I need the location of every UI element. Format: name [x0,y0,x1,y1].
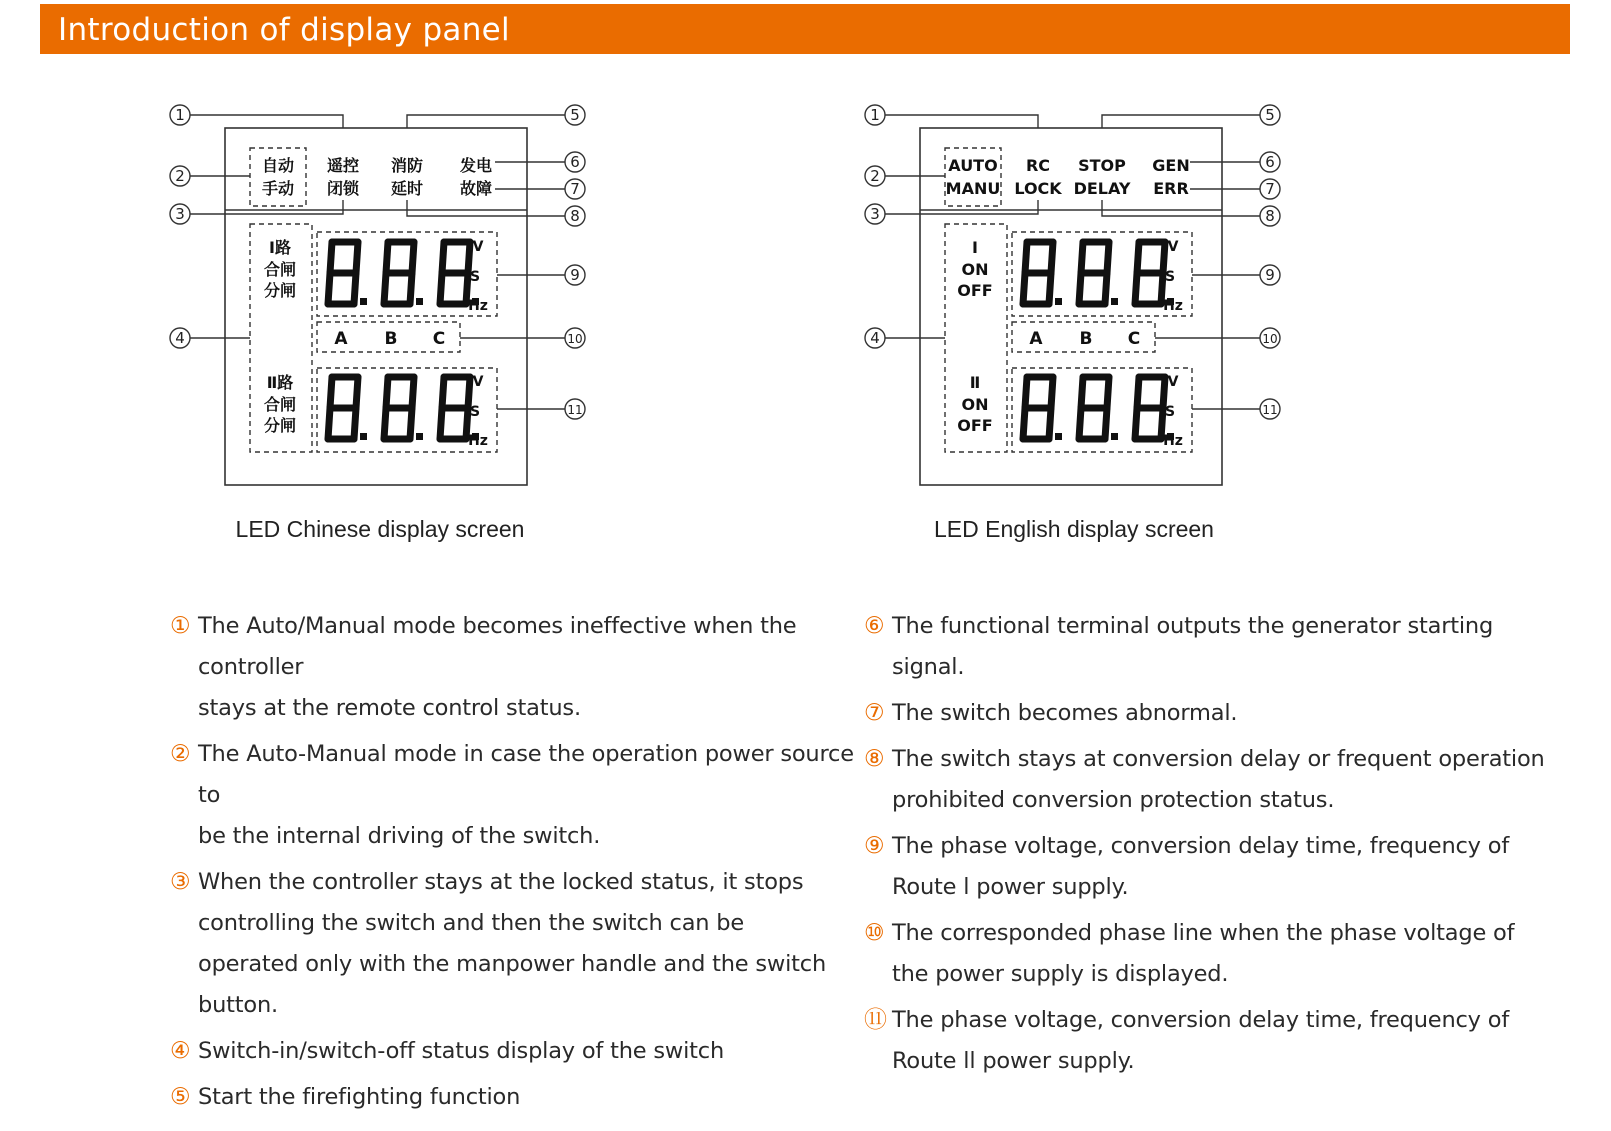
rc-top-label: 遥控 [326,156,360,175]
segment-c [1105,408,1107,439]
phase-b-label: B [1079,329,1093,349]
callout-8 [565,206,585,226]
callout-number: 9 [1265,266,1275,284]
callout-3 [865,204,885,224]
upper-unit-s: S [469,269,481,285]
phase-c-label: C [1127,329,1141,349]
stop-top-label: 消防 [390,156,424,175]
note-text [892,606,1554,688]
lower-digit-1 [1023,377,1062,440]
phase-a-label: A [334,329,348,349]
segment-b [1107,377,1109,408]
note-number: ⑧ [864,746,885,772]
leader-1 [885,115,1038,128]
segment-b [412,377,414,408]
mode-top-label: AUTO [948,156,998,175]
callout-5 [565,105,585,125]
leader-3 [190,200,343,214]
segment-b [1051,377,1053,408]
callout-number: 6 [570,153,580,171]
segment-b [1051,242,1053,273]
callout-number: 8 [1265,207,1275,225]
segment-c [354,408,356,439]
lower-digit-1 [328,377,367,440]
segment-f [330,377,332,408]
segment-e [1023,273,1025,304]
segment-f [442,377,444,408]
callout-number: 8 [570,207,580,225]
callout-number: 1 [870,106,880,124]
leader-8 [407,200,565,216]
notes-right-list [864,606,1554,1087]
note-item [864,693,1554,734]
segment-f [1025,377,1027,408]
decimal-point [360,433,367,440]
segment-b [1107,242,1109,273]
segment-e [328,408,330,439]
lower-digit-2 [1079,377,1118,440]
segment-f [386,242,388,273]
segment-f [442,242,444,273]
note-line: The phase voltage, conversion delay time, frequency of [892,1007,1510,1033]
callout-number: 2 [870,167,880,185]
callout-number: 7 [570,180,580,198]
note-item [864,913,1554,995]
note-item [170,1031,860,1072]
upper-digit-2 [384,242,423,305]
note-number: ⑦ [864,700,885,726]
decimal-point [1111,298,1118,305]
callout-9 [565,265,585,285]
note-item [170,1077,860,1118]
route-2-off-label: 分闸 [263,416,297,435]
note-text [892,1000,1509,1082]
segment-f [330,242,332,273]
note-line: button. [198,992,278,1018]
note-item [864,1000,1554,1082]
callout-10 [1260,328,1280,348]
segment-c [354,273,356,304]
leader-5 [1102,115,1260,128]
note-item [864,739,1554,821]
segment-e [1135,273,1137,304]
rc-bottom-label: LOCK [1014,179,1062,198]
note-text [892,693,1237,734]
upper-digit-1 [328,242,367,305]
leader-5 [407,115,565,128]
upper-unit-v: V [1167,239,1179,255]
segment-e [328,273,330,304]
chinese-caption: LED Chinese display screen [235,516,525,542]
decimal-point [360,298,367,305]
note-item [864,826,1554,908]
lower-unit-hz: Hz [1163,433,1183,449]
callout-number: 4 [175,329,185,347]
decimal-point [416,298,423,305]
note-text [198,734,860,857]
note-item [170,862,860,1026]
callout-number: 5 [570,106,580,124]
route-1-off-label: 分闸 [263,281,297,300]
segment-f [1137,377,1139,408]
mode-top-label: 自动 [261,156,295,175]
note-line: Route ll power supply. [892,1048,1135,1074]
rc-top-label: RC [1025,156,1051,175]
route-1-label: Ⅰ路 [269,238,291,257]
english-display-diagram [855,100,1315,510]
note-line: The switch becomes abnormal. [892,700,1238,726]
note-text [198,606,860,729]
rc-bottom-label: 闭锁 [326,179,360,198]
callout-7 [565,179,585,199]
route-2-on-label: ON [961,395,989,414]
note-line: The switch stays at conversion delay or frequent operation [892,746,1545,772]
callout-9 [1260,265,1280,285]
leader-8 [1102,200,1260,216]
note-line: Switch-in/switch-off status display of the switch [198,1038,725,1064]
note-text [892,739,1545,821]
lower-unit-v: V [472,374,484,390]
upper-digit-1 [1023,242,1062,305]
segment-c [1049,408,1051,439]
note-text [198,1077,520,1118]
stop-bottom-label: 延时 [390,179,424,198]
segment-c [410,408,412,439]
segment-e [1079,408,1081,439]
callout-number: 5 [1265,106,1275,124]
lower-unit-s: S [469,404,481,420]
callout-number: 6 [1265,153,1275,171]
lower-digit-2 [384,377,423,440]
callout-10 [565,328,585,348]
segment-c [1105,273,1107,304]
lower-unit-hz: Hz [468,433,488,449]
notes-left-list [170,606,860,1123]
segment-e [384,273,386,304]
note-line: stays at the remote control status. [198,695,581,721]
callout-number: 7 [1265,180,1275,198]
callout-number: 10 [567,332,583,346]
route-2-label: Ⅱ路 [266,373,294,392]
route-1-on-label: ON [961,260,989,279]
segment-f [1081,377,1083,408]
note-number: ① [170,613,191,639]
callout-number: 3 [870,205,880,223]
callout-number: 9 [570,266,580,284]
upper-unit-hz: Hz [468,298,488,314]
note-line: prohibited conversion protection status. [892,787,1335,813]
callout-2 [170,166,190,186]
decimal-point [1111,433,1118,440]
callout-1 [170,105,190,125]
segment-e [1079,273,1081,304]
leader-1 [190,115,343,128]
upper-unit-hz: Hz [1163,298,1183,314]
note-number: ⑪ [864,1007,887,1033]
note-item [864,606,1554,688]
callout-2 [865,166,885,186]
route-2-label: Ⅱ [969,373,981,392]
callout-5 [1260,105,1280,125]
decimal-point [416,433,423,440]
note-line: The Auto-Manual mode in case the operation power source to [198,741,854,808]
segment-f [1137,242,1139,273]
note-line: be the internal driving of the switch. [198,823,601,849]
phase-a-label: A [1029,329,1043,349]
route-2-off-label: OFF [957,416,993,435]
segment-e [1023,408,1025,439]
decimal-point [1055,298,1062,305]
callout-number: 10 [1262,332,1278,346]
callout-4 [865,328,885,348]
callout-number: 4 [870,329,880,347]
lower-unit-v: V [1167,374,1179,390]
note-line: The functional terminal outputs the generator starting signal. [892,613,1494,680]
segment-b [356,242,358,273]
gen-bottom-label: ERR [1153,179,1189,198]
segment-e [1135,408,1137,439]
note-line: the power supply is displayed. [892,961,1229,987]
header-bar [40,4,1570,54]
segment-f [386,377,388,408]
callout-6 [565,152,585,172]
gen-top-label: GEN [1152,156,1190,175]
segment-e [384,408,386,439]
note-text [198,862,826,1026]
upper-unit-s: S [1164,269,1176,285]
stop-bottom-label: DELAY [1073,179,1131,198]
upper-unit-v: V [472,239,484,255]
note-line: The corresponded phase line when the phase voltage of [892,920,1515,946]
note-line: The Auto/Manual mode becomes ineffective when the controller [198,613,797,680]
upper-digit-2 [1079,242,1118,305]
chinese-display-diagram [160,100,620,510]
callout-8 [1260,206,1280,226]
callout-1 [865,105,885,125]
note-item [170,734,860,857]
note-line: Start the firefighting function [198,1084,521,1110]
note-line: The phase voltage, conversion delay time, frequency of [892,833,1510,859]
decimal-point [1055,433,1062,440]
note-number: ⑩ [864,920,885,946]
note-line: controlling the switch and then the switch can be [198,910,745,936]
callout-number: 11 [567,403,583,417]
note-text [892,913,1514,995]
gen-top-label: 发电 [459,156,493,175]
route-1-off-label: OFF [957,281,993,300]
phase-b-label: B [384,329,398,349]
callout-11 [1260,399,1280,419]
callout-4 [170,328,190,348]
leader-3 [885,200,1038,214]
callout-number: 1 [175,106,185,124]
segment-e [440,273,442,304]
gen-bottom-label: 故障 [459,179,493,198]
segment-c [410,273,412,304]
note-text [198,1031,724,1072]
note-number: ④ [170,1038,191,1064]
note-number: ⑨ [864,833,885,859]
segment-f [1081,242,1083,273]
page-title: Introduction of display panel [58,12,510,48]
segment-c [1049,273,1051,304]
callout-7 [1260,179,1280,199]
callout-6 [1260,152,1280,172]
callout-3 [170,204,190,224]
stop-top-label: STOP [1078,156,1126,175]
note-number: ⑤ [170,1084,191,1110]
note-number: ③ [170,869,191,895]
note-number: ② [170,741,191,767]
note-line: operated only with the manpower handle and the switch [198,951,827,977]
note-line: Route l power supply. [892,874,1129,900]
segment-b [412,242,414,273]
callout-number: 3 [175,205,185,223]
route-1-label: Ⅰ [972,238,978,257]
callout-number: 2 [175,167,185,185]
segment-e [440,408,442,439]
route-1-on-label: 合闸 [263,260,297,279]
phase-c-label: C [432,329,446,349]
english-caption: LED English display screen [934,516,1214,542]
note-number: ⑥ [864,613,885,639]
route-2-on-label: 合闸 [263,395,297,414]
mode-bottom-label: MANU [945,179,1001,198]
mode-bottom-label: 手动 [261,179,295,198]
callout-number: 11 [1262,403,1278,417]
lower-unit-s: S [1164,404,1176,420]
note-item [170,606,860,729]
note-text [892,826,1509,908]
segment-f [1025,242,1027,273]
callout-11 [565,399,585,419]
segment-b [356,377,358,408]
note-line: When the controller stays at the locked status, it stops [198,869,804,895]
